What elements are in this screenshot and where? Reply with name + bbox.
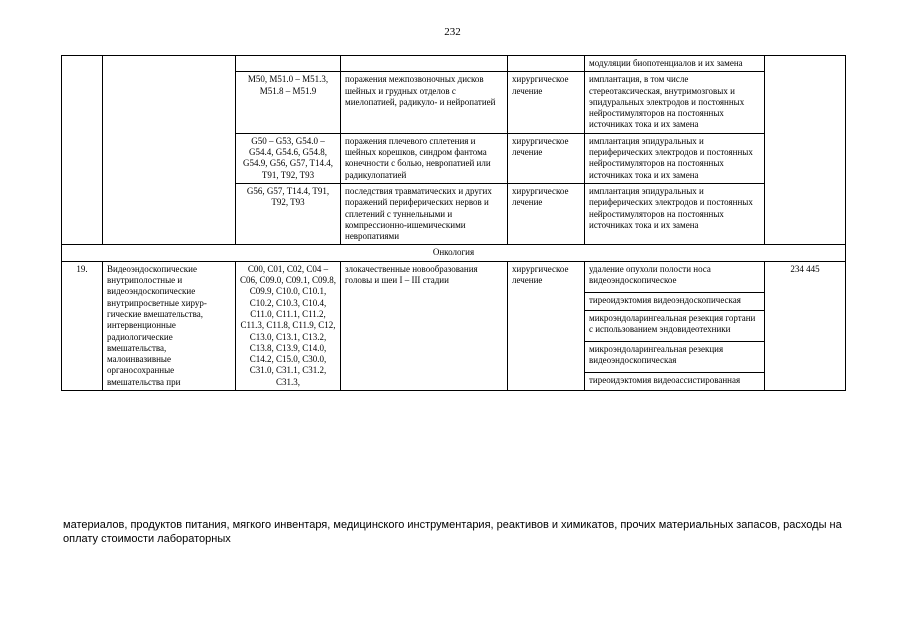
table-row [62, 56, 846, 72]
method-cell: микроэндоларингеальная резекция видеоэндоскопическая [585, 341, 765, 372]
model-cell: поражения плечевого сплетения и шейных корешков, синдром фантома конечности с болью, невропатией или радикулопатией [341, 133, 508, 183]
price-cell: 234 445 [765, 261, 846, 390]
care-type-name: Видеоэндоскопические внутриполостные и видеоэндоскопические внутрипросветные хирур-гические вмешательства, интервенционные радиологические вмешательства, малоинвазивные органосохранные вмешательства при [103, 261, 236, 390]
codes-cell [236, 56, 341, 72]
method-cell: тиреоидэктомия видеоассистированная [585, 372, 765, 390]
model-cell: злокачественные новообразования головы и шеи I – III стадии [341, 261, 508, 390]
footnote-text: материалов, продуктов питания, мягкого инвентаря, медицинского инструментария, реактивов и химикатов, прочих материальных запасов, расходы на оплату стоимости лабораторных [63, 519, 842, 545]
codes-cell: C00, C01, C02, C04 – C06, C09.0, C09.1, C09.8, C09.9, C10.0, C10.1, C10.2, C10.3, C10.4, C11.0, C11.1, C11.2, C11.3, C11.8, C11.9, C12, C13.0, C13.1, C13.2, C13.8, C13.9, C14.0, C14.2, C15.0, C30.0, C31.0, C31.1, C31.2, C31.3, [236, 261, 341, 390]
codes-cell: M50, M51.0 – M51.3, M51.8 – M51.9 [236, 72, 341, 133]
codes-cell: G56, G57, T14.4, T91, T92, T93 [236, 183, 341, 244]
table-row [62, 261, 846, 292]
treatment-cell: хирургическое лечение [508, 133, 585, 183]
treatment-cell: хирургическое лечение [508, 183, 585, 244]
codes-cell: G50 – G53, G54.0 – G54.4, G54.6, G54.8, G54.9, G56, G57, T14.4, T91, T92, T93 [236, 133, 341, 183]
number-cell [62, 56, 103, 245]
method-cell: тиреоидэктомия видеоэндоскопическая [585, 292, 765, 310]
method-cell: имплантация, в том числе стереотаксическая, внутримозговых и эпидуральных электродов и постоянных нейростимуляторов на постоянных источниках тока и их замена [585, 72, 765, 133]
row-number: 19. [62, 261, 103, 390]
model-cell: последствия травматических и других поражений периферических нервов и сплетений с туннельными и компрессионно-ишемическими невропатиями [341, 183, 508, 244]
method-cell: модуляции биопотенциалов и их замена [585, 56, 765, 72]
model-cell: поражения межпозвоночных дисков шейных и грудных отделов с миелопатией, радикуло- и нейропатией [341, 72, 508, 133]
method-cell: имплантация эпидуральных и периферических электродов и постоянных нейростимуляторов на постоянных источниках тока и их замена [585, 183, 765, 244]
treatment-cell: хирургическое лечение [508, 72, 585, 133]
treatment-cell: хирургическое лечение [508, 261, 585, 390]
medical-care-table [61, 55, 846, 391]
method-cell: удаление опухоли полости носа видеоэндоскопическое [585, 261, 765, 292]
section-row [62, 245, 846, 261]
model-cell [341, 56, 508, 72]
name-cell [103, 56, 236, 245]
section-title: Онкология [62, 245, 846, 261]
method-cell: микроэндоларингеальная резекция гортани с использованием эндовидеотехники [585, 310, 765, 341]
page-number: 232 [444, 26, 461, 38]
method-cell: имплантация эпидуральных и периферических электродов и постоянных нейростимуляторов на постоянных источниках тока и их замена [585, 133, 765, 183]
treatment-cell [508, 56, 585, 72]
price-cell [765, 56, 846, 245]
